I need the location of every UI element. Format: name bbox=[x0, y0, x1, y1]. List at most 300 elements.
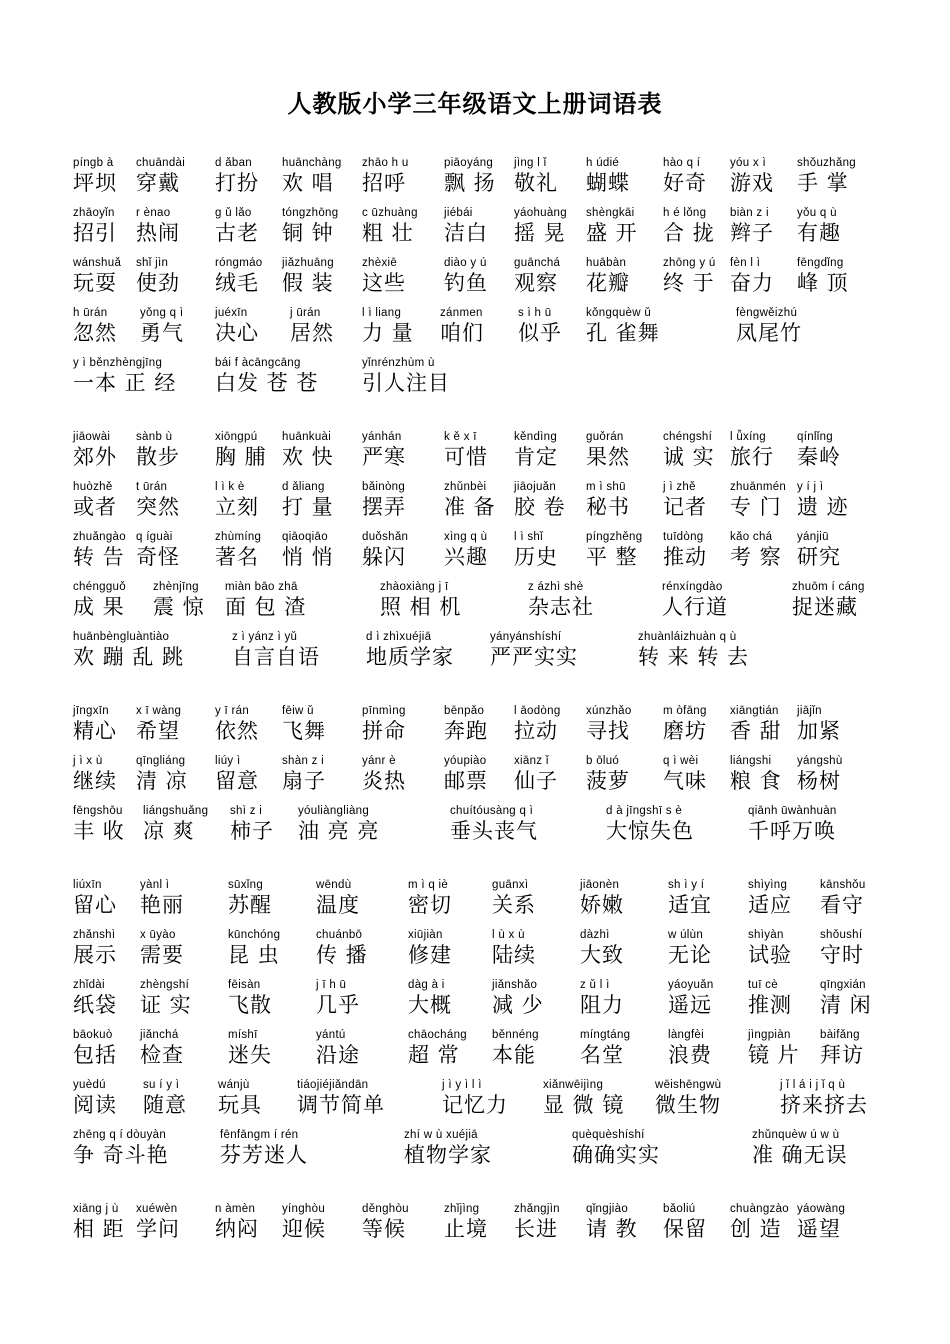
pinyin: zhǔnbèi bbox=[444, 481, 487, 493]
vocab-word bbox=[140, 978, 192, 1018]
hanzi: 精心 bbox=[73, 719, 117, 743]
vocab-word bbox=[73, 1128, 169, 1168]
pinyin: l ù x ù bbox=[492, 929, 525, 941]
hanzi: 留心 bbox=[73, 893, 117, 917]
hanzi: 磨坊 bbox=[663, 719, 707, 743]
vocab-word bbox=[73, 480, 117, 520]
pinyin: juéxīn bbox=[215, 307, 248, 319]
vocab-word bbox=[143, 804, 208, 844]
pinyin: s ì h ū bbox=[518, 307, 552, 319]
pinyin: huòzhě bbox=[73, 481, 113, 493]
pinyin: d ǎban bbox=[215, 157, 252, 169]
vocab-word bbox=[362, 430, 406, 470]
pinyin: shàn z i bbox=[282, 755, 325, 767]
vocab-word bbox=[136, 430, 180, 470]
hanzi: 记者 bbox=[663, 495, 707, 519]
pinyin: xìng q ù bbox=[444, 531, 488, 543]
vocab-word bbox=[73, 580, 126, 620]
hanzi: 确确实实 bbox=[572, 1143, 660, 1167]
vocab-word bbox=[444, 480, 496, 520]
pinyin: yóuliàngliàng bbox=[298, 805, 370, 817]
vocab-word bbox=[606, 804, 694, 844]
pinyin: bái f àcāngcāng bbox=[215, 357, 301, 369]
vocab-word bbox=[362, 306, 414, 346]
vocab-word bbox=[748, 978, 792, 1018]
hanzi: 肯定 bbox=[514, 445, 558, 469]
hanzi: 手 掌 bbox=[797, 171, 849, 195]
hanzi: 镜 片 bbox=[748, 1043, 800, 1067]
hanzi: 昆 虫 bbox=[228, 943, 280, 967]
hanzi: 杂志社 bbox=[528, 595, 594, 619]
hanzi: 奇怪 bbox=[136, 545, 180, 569]
pinyin: jiāonèn bbox=[580, 879, 620, 891]
hanzi: 遗 迹 bbox=[797, 495, 849, 519]
hanzi: 陆续 bbox=[492, 943, 536, 967]
pinyin: qiāoqiāo bbox=[282, 531, 328, 543]
vocab-word bbox=[518, 306, 562, 346]
vocab-word bbox=[136, 530, 180, 570]
hanzi: 咱们 bbox=[440, 321, 484, 345]
vocab-word bbox=[215, 480, 259, 520]
pinyin: rénxíngdào bbox=[662, 581, 723, 593]
hanzi: 清 凉 bbox=[136, 769, 188, 793]
pinyin: j ǐ l á i j ǐ q ù bbox=[780, 1079, 846, 1091]
hanzi: 创 造 bbox=[730, 1217, 782, 1241]
pinyin: liángshuǎng bbox=[143, 805, 209, 817]
hanzi: 守时 bbox=[820, 943, 864, 967]
hanzi: 艳丽 bbox=[140, 893, 184, 917]
vocab-word bbox=[228, 928, 280, 968]
pinyin: làngfèi bbox=[668, 1029, 704, 1041]
pinyin: zhuǎngào bbox=[73, 531, 126, 543]
pinyin: bàifǎng bbox=[820, 1029, 860, 1041]
vocab-word bbox=[215, 206, 259, 246]
hanzi: 突然 bbox=[136, 495, 180, 519]
pinyin: zhèngshí bbox=[140, 979, 190, 991]
hanzi: 试验 bbox=[748, 943, 792, 967]
vocab-word bbox=[792, 580, 865, 620]
vocab-word bbox=[748, 1028, 800, 1068]
hanzi: 胶 卷 bbox=[514, 495, 566, 519]
pinyin: bāokuò bbox=[73, 1029, 113, 1041]
hanzi: 大惊失色 bbox=[606, 819, 694, 843]
pinyin: huānchàng bbox=[282, 157, 342, 169]
hanzi: 躲闪 bbox=[362, 545, 406, 569]
hanzi: 炎热 bbox=[362, 769, 406, 793]
hanzi: 垂头丧气 bbox=[450, 819, 538, 843]
hanzi: 遥远 bbox=[668, 993, 712, 1017]
pinyin: zhǐdài bbox=[73, 979, 105, 991]
pinyin: shǒuzhǎng bbox=[797, 157, 856, 169]
vocab-word bbox=[748, 878, 792, 918]
vocab-word bbox=[282, 156, 342, 196]
hanzi: 诚 实 bbox=[663, 445, 715, 469]
pinyin: yànl ì bbox=[140, 879, 170, 891]
pinyin: tiáojiéjiǎndān bbox=[297, 1079, 369, 1091]
hanzi: 孔 雀舞 bbox=[586, 321, 660, 345]
hanzi: 长进 bbox=[514, 1217, 558, 1241]
vocab-word bbox=[282, 1202, 326, 1242]
vocab-word bbox=[514, 156, 558, 196]
vocab-word bbox=[444, 530, 488, 570]
hanzi: 可惜 bbox=[444, 445, 488, 469]
pinyin: zhōng y ú bbox=[663, 257, 716, 269]
vocab-word bbox=[730, 480, 786, 520]
pinyin: r ènao bbox=[136, 207, 171, 219]
vocab-word bbox=[780, 1078, 868, 1118]
hanzi: 摇 晃 bbox=[514, 221, 566, 245]
vocab-word bbox=[140, 1028, 184, 1068]
vocab-word bbox=[444, 430, 488, 470]
pinyin: m ì q iè bbox=[408, 879, 449, 891]
pinyin: j ì zhě bbox=[663, 481, 696, 493]
vocab-word bbox=[492, 978, 544, 1018]
vocab-word bbox=[444, 704, 488, 744]
pinyin: z ǔ l ì bbox=[580, 979, 610, 991]
vocab-word bbox=[362, 256, 406, 296]
hanzi: 欢 唱 bbox=[282, 171, 334, 195]
vocab-word bbox=[228, 878, 272, 918]
hanzi: 欢 蹦 乱 跳 bbox=[73, 645, 185, 669]
hanzi: 推动 bbox=[663, 545, 707, 569]
hanzi: 拉动 bbox=[514, 719, 558, 743]
vocab-word bbox=[316, 928, 368, 968]
pinyin: h é lǒng bbox=[663, 207, 707, 219]
vocab-word bbox=[73, 704, 117, 744]
hanzi: 关系 bbox=[492, 893, 536, 917]
pinyin: j ì x ù bbox=[73, 755, 103, 767]
pinyin: yáowàng bbox=[797, 1203, 846, 1215]
hanzi: 散步 bbox=[136, 445, 180, 469]
pinyin: bǎoliú bbox=[663, 1203, 696, 1215]
pinyin: zhāo h u bbox=[362, 157, 409, 169]
vocab-word bbox=[408, 928, 452, 968]
hanzi: 照 相 机 bbox=[380, 595, 462, 619]
pinyin: l āodòng bbox=[514, 705, 561, 717]
pinyin: zánmen bbox=[440, 307, 483, 319]
vocab-word bbox=[215, 430, 267, 470]
vocab-word bbox=[297, 1078, 385, 1118]
pinyin: bēnpǎo bbox=[444, 705, 485, 717]
vocab-word bbox=[668, 978, 714, 1018]
pinyin: shìyàn bbox=[748, 929, 784, 941]
vocab-word bbox=[580, 878, 624, 918]
pinyin: zhèxiē bbox=[362, 257, 398, 269]
pinyin: qīngxián bbox=[820, 979, 866, 991]
hanzi: 挤来挤去 bbox=[780, 1093, 868, 1117]
vocab-word bbox=[580, 978, 624, 1018]
pinyin: xiūjiàn bbox=[408, 929, 443, 941]
hanzi: 秦岭 bbox=[797, 445, 841, 469]
hanzi: 或者 bbox=[73, 495, 117, 519]
hanzi: 娇嫩 bbox=[580, 893, 624, 917]
vocab-word bbox=[730, 704, 782, 744]
hanzi: 邮票 bbox=[444, 769, 488, 793]
pinyin: xiāng j ù bbox=[73, 1203, 119, 1215]
pinyin: d ǎliang bbox=[282, 481, 325, 493]
vocab-word bbox=[586, 704, 632, 744]
hanzi: 纳闷 bbox=[215, 1217, 259, 1241]
pinyin: dàzhì bbox=[580, 929, 610, 941]
pinyin: chuāndài bbox=[136, 157, 186, 169]
pinyin: sànb ù bbox=[136, 431, 173, 443]
vocab-word bbox=[514, 530, 558, 570]
pinyin: q íguài bbox=[136, 531, 173, 543]
vocab-word bbox=[543, 1078, 624, 1118]
hanzi: 打 量 bbox=[282, 495, 334, 519]
vocab-word bbox=[444, 156, 496, 196]
vocab-word bbox=[748, 804, 837, 844]
vocab-word bbox=[586, 480, 630, 520]
hanzi: 修建 bbox=[408, 943, 452, 967]
vocab-word bbox=[655, 1078, 721, 1118]
vocab-word bbox=[298, 804, 379, 844]
pinyin: j ì y ì l ì bbox=[442, 1079, 482, 1091]
vocab-word bbox=[492, 928, 536, 968]
pinyin: qǐngjiào bbox=[586, 1203, 629, 1215]
vocab-word bbox=[586, 256, 630, 296]
hanzi: 适应 bbox=[748, 893, 792, 917]
vocab-word bbox=[282, 704, 326, 744]
pinyin: jiǎnshǎo bbox=[492, 979, 538, 991]
pinyin: pīnmìng bbox=[362, 705, 406, 717]
hanzi: 记忆力 bbox=[442, 1093, 508, 1117]
vocab-word bbox=[73, 754, 117, 794]
vocab-word bbox=[73, 878, 117, 918]
hanzi: 白发 苍 苍 bbox=[215, 371, 319, 395]
pinyin: zhuōm í cáng bbox=[792, 581, 865, 593]
hanzi: 沿途 bbox=[316, 1043, 360, 1067]
hanzi: 拜访 bbox=[820, 1043, 864, 1067]
hanzi: 无论 bbox=[668, 943, 712, 967]
vocab-word bbox=[662, 580, 728, 620]
pinyin: fēnfāngm í rén bbox=[220, 1129, 299, 1141]
pinyin: guānxì bbox=[492, 879, 529, 891]
pinyin: zhuānmén bbox=[730, 481, 787, 493]
vocab-word bbox=[586, 206, 638, 246]
hanzi: 芬芳迷人 bbox=[220, 1143, 308, 1167]
vocab-word bbox=[663, 430, 715, 470]
hanzi: 著名 bbox=[215, 545, 259, 569]
hanzi: 柿子 bbox=[230, 819, 274, 843]
pinyin: x ūyào bbox=[140, 929, 176, 941]
pinyin: yuèdú bbox=[73, 1079, 106, 1091]
hanzi: 包括 bbox=[73, 1043, 117, 1067]
hanzi: 转 告 bbox=[73, 545, 125, 569]
pinyin: shǐ jìn bbox=[136, 257, 169, 269]
vocab-word bbox=[663, 1202, 707, 1242]
vocab-word bbox=[73, 1202, 125, 1242]
vocab-word bbox=[215, 306, 259, 346]
vocab-word bbox=[442, 1078, 508, 1118]
hanzi: 相 距 bbox=[73, 1217, 125, 1241]
hanzi: 请 教 bbox=[586, 1217, 638, 1241]
hanzi: 千呼万唤 bbox=[748, 819, 836, 843]
hanzi: 证 实 bbox=[140, 993, 192, 1017]
pinyin: chéngguǒ bbox=[73, 581, 126, 593]
pinyin: d à jīngshī s è bbox=[606, 805, 683, 817]
pinyin: y ì běnzhèngjīng bbox=[73, 357, 163, 369]
vocab-word bbox=[663, 704, 707, 744]
pinyin: wánjù bbox=[218, 1079, 250, 1091]
pinyin: míngtáng bbox=[580, 1029, 631, 1041]
hanzi: 钓鱼 bbox=[444, 271, 488, 295]
vocab-word bbox=[282, 480, 334, 520]
hanzi: 超 常 bbox=[408, 1043, 460, 1067]
pinyin: tuīdòng bbox=[663, 531, 704, 543]
pinyin: fēisàn bbox=[228, 979, 261, 991]
hanzi: 盛 开 bbox=[586, 221, 638, 245]
hanzi: 加紧 bbox=[797, 719, 841, 743]
vocab-word bbox=[408, 878, 452, 918]
pinyin: t ūrán bbox=[136, 481, 168, 493]
pinyin: fèn l ì bbox=[730, 257, 761, 269]
hanzi: 绒毛 bbox=[215, 271, 259, 295]
pinyin: yánjiū bbox=[797, 531, 829, 543]
vocab-word bbox=[362, 530, 408, 570]
pinyin: fēngshōu bbox=[73, 805, 123, 817]
hanzi: 随意 bbox=[143, 1093, 187, 1117]
pinyin: píngb à bbox=[73, 157, 114, 169]
vocab-word bbox=[316, 878, 360, 918]
pinyin: chuàngzào bbox=[730, 1203, 789, 1215]
vocab-word bbox=[797, 480, 849, 520]
vocab-word bbox=[380, 580, 461, 620]
hanzi: 震 惊 bbox=[153, 595, 205, 619]
pinyin: fēngdǐng bbox=[797, 257, 844, 269]
hanzi: 专 门 bbox=[730, 495, 782, 519]
hanzi: 飞散 bbox=[228, 993, 272, 1017]
vocab-word bbox=[586, 156, 630, 196]
pinyin: miàn bāo zhā bbox=[225, 581, 298, 593]
vocab-word bbox=[514, 206, 567, 246]
vocab-word bbox=[362, 704, 406, 744]
pinyin: jīngxīn bbox=[73, 705, 109, 717]
hanzi: 一本 正 经 bbox=[73, 371, 177, 395]
vocab-word bbox=[730, 206, 774, 246]
hanzi: 果然 bbox=[586, 445, 630, 469]
vocab-word bbox=[136, 206, 180, 246]
pinyin: x ī wàng bbox=[136, 705, 182, 717]
hanzi: 传 播 bbox=[316, 943, 368, 967]
vocab-word bbox=[282, 530, 334, 570]
pinyin: diào y ú bbox=[444, 257, 487, 269]
vocab-word bbox=[528, 580, 594, 620]
hanzi: 古老 bbox=[215, 221, 259, 245]
pinyin: yánhán bbox=[362, 431, 402, 443]
pinyin: piāoyáng bbox=[444, 157, 494, 169]
vocab-word bbox=[73, 256, 121, 296]
hanzi: 游戏 bbox=[730, 171, 774, 195]
pinyin: xiǎnwēijìng bbox=[543, 1079, 604, 1091]
pinyin: fèngwěizhú bbox=[736, 307, 798, 319]
pinyin: j ūrán bbox=[290, 307, 321, 319]
vocab-word bbox=[668, 928, 712, 968]
hanzi: 穿戴 bbox=[136, 171, 180, 195]
pinyin: dàg à i bbox=[408, 979, 445, 991]
pinyin: zhí w ù xuéjiā bbox=[404, 1129, 478, 1141]
hanzi: 油 亮 亮 bbox=[298, 819, 380, 843]
vocab-word bbox=[514, 704, 561, 744]
hanzi: 菠萝 bbox=[586, 769, 630, 793]
hanzi: 好奇 bbox=[663, 171, 707, 195]
pinyin: yáoyuǎn bbox=[668, 979, 714, 991]
vocab-word bbox=[663, 754, 707, 794]
vocab-word bbox=[797, 206, 841, 246]
hanzi: 峰 顶 bbox=[797, 271, 849, 295]
pinyin: g ǔ lǎo bbox=[215, 207, 252, 219]
hanzi: 继续 bbox=[73, 769, 117, 793]
pinyin: l ì k è bbox=[215, 481, 245, 493]
hanzi: 准 确无误 bbox=[752, 1143, 848, 1167]
hanzi: 粮 食 bbox=[730, 769, 782, 793]
hanzi: 似乎 bbox=[518, 321, 562, 345]
vocab-word bbox=[492, 1028, 539, 1068]
vocab-word bbox=[215, 704, 259, 744]
pinyin: m ì shū bbox=[586, 481, 626, 493]
vocab-word bbox=[73, 156, 117, 196]
pinyin: liángshi bbox=[730, 755, 772, 767]
hanzi: 拼命 bbox=[362, 719, 406, 743]
hanzi: 研究 bbox=[797, 545, 841, 569]
vocab-word bbox=[153, 580, 205, 620]
hanzi: 胸 脯 bbox=[215, 445, 267, 469]
vocab-word bbox=[444, 206, 488, 246]
pinyin: d ì zhìxuéjiā bbox=[366, 631, 432, 643]
vocab-word bbox=[748, 928, 792, 968]
vocab-word bbox=[215, 256, 263, 296]
vocab-word bbox=[73, 206, 117, 246]
vocab-word bbox=[444, 754, 488, 794]
pinyin: yángshù bbox=[797, 755, 843, 767]
vocab-word bbox=[362, 356, 450, 396]
hanzi: 显 微 镜 bbox=[543, 1093, 625, 1117]
pinyin: zhǐjìng bbox=[444, 1203, 480, 1215]
vocab-word bbox=[820, 1028, 864, 1068]
pinyin: róngmáo bbox=[215, 257, 263, 269]
pinyin: guānchá bbox=[514, 257, 561, 269]
pinyin: xiānz ǐ bbox=[514, 755, 549, 767]
vocab-word bbox=[490, 630, 578, 670]
pinyin: chuánbō bbox=[316, 929, 363, 941]
hanzi: 看守 bbox=[820, 893, 864, 917]
vocab-word bbox=[514, 480, 566, 520]
vocab-word bbox=[362, 1202, 409, 1242]
hanzi: 终 于 bbox=[663, 271, 715, 295]
hanzi: 保留 bbox=[663, 1217, 707, 1241]
pinyin: xuéwèn bbox=[136, 1203, 178, 1215]
pinyin: yǐnrénzhùm ù bbox=[362, 357, 435, 369]
vocab-word bbox=[362, 754, 406, 794]
hanzi: 寻找 bbox=[586, 719, 630, 743]
hanzi: 飘 扬 bbox=[444, 171, 496, 195]
vocab-word bbox=[730, 430, 774, 470]
hanzi: 郊外 bbox=[73, 445, 117, 469]
pinyin: jiāojuǎn bbox=[514, 481, 557, 493]
hanzi: 玩具 bbox=[218, 1093, 262, 1117]
vocab-word bbox=[136, 1202, 180, 1242]
hanzi: 面 包 渣 bbox=[225, 595, 307, 619]
hanzi: 丰 收 bbox=[73, 819, 125, 843]
pinyin: shìyìng bbox=[748, 879, 788, 891]
vocab-word bbox=[514, 256, 560, 296]
hanzi: 阻力 bbox=[580, 993, 624, 1017]
pinyin: kěndìng bbox=[514, 431, 558, 443]
pinyin: guǒrán bbox=[586, 431, 624, 443]
pinyin: yínghòu bbox=[282, 1203, 326, 1215]
vocab-word bbox=[282, 256, 334, 296]
hanzi: 适宜 bbox=[668, 893, 712, 917]
